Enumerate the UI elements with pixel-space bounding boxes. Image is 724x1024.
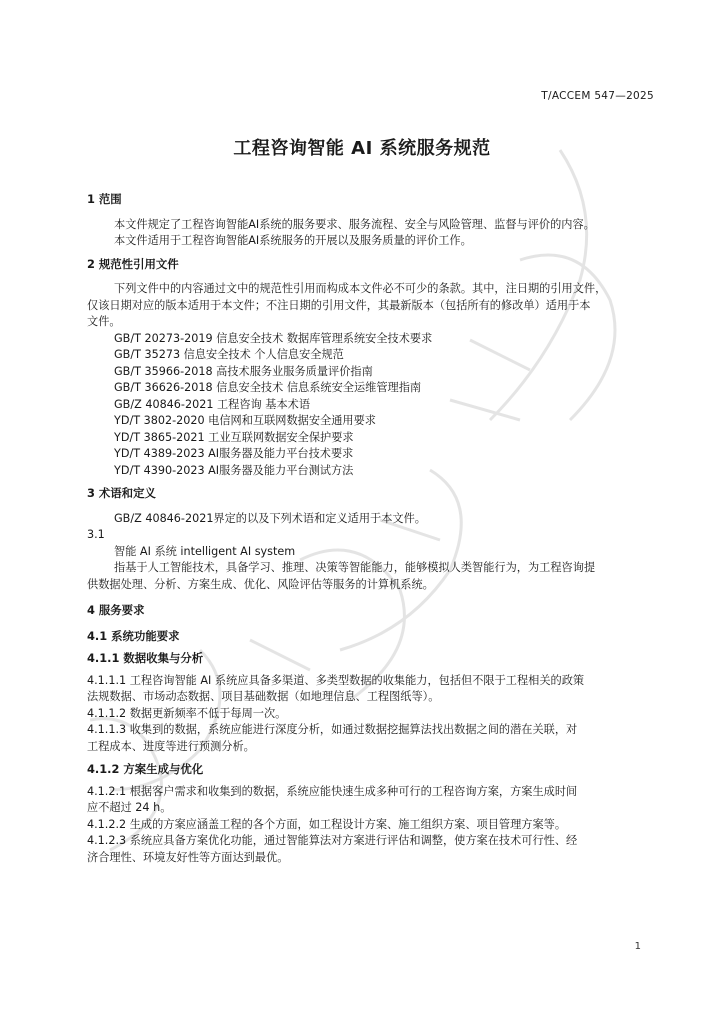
clause-4-1-2-3-line-1: 4.1.2.3 系统应具备方案优化功能，通过智能算法对方案进行评估和调整，使方案在技术可行性、经 — [87, 834, 578, 847]
clause-4-1-2-1-line-2: 应不超过 24 h。 — [87, 801, 172, 814]
term-number: 3.1 — [87, 528, 105, 541]
term-title: 智能 AI 系统 intelligent AI system — [114, 544, 296, 558]
clause-4-1-1-1-line-1: 4.1.1.1 工程咨询智能 AI 系统应具备多渠道、多类型数据的收集能力，包括但不限于工程相关的政策 — [87, 673, 585, 687]
clause-4-1-1-3-line-1: 4.1.1.3 收集到的数据，系统应能进行深度分析，如通过数据挖掘算法找出数据之间的潜在关联，对 — [87, 723, 578, 736]
standard-code: T/ACCEM 547—2025 — [541, 90, 654, 102]
subsection-heading-4-1: 4.1 系统功能要求 — [87, 628, 180, 643]
page-number: 1 — [634, 941, 641, 952]
document-body — [87, 191, 657, 866]
reference-item: YD/T 3865-2021 工业互联网数据安全保护要求 — [114, 430, 354, 444]
reference-item: GB/T 36626-2018 信息安全技术 信息系统安全运维管理指南 — [114, 381, 422, 394]
clause-4-1-2-1-line-1: 4.1.2.1 根据客户需求和收集到的数据，系统应能快速生成多种可行的工程咨询方案，方案生成时间 — [87, 784, 578, 798]
references-intro-line-1: 下列文件中的内容通过文中的规范性引用而构成本文件必不可少的条款。其中，注日期的引用文件， — [114, 282, 607, 295]
term-definition-line-2: 供数据处理、分析、方案生成、优化、风险评估等服务的计算机系统。 — [87, 577, 434, 591]
reference-item: GB/T 20273-2019 信息安全技术 数据库管理系统安全技术要求 — [114, 331, 433, 345]
reference-item: GB/Z 40846-2021 工程咨询 基本术语 — [114, 397, 311, 411]
section-heading-scope: 1 范围 — [87, 192, 122, 206]
reference-item: GB/T 35966-2018 高技术服务业服务质量评价指南 — [114, 364, 373, 378]
scope-paragraph-2: 本文件适用于工程咨询智能AI系统服务的开展以及服务质量的评价工作。 — [114, 234, 472, 247]
clause-4-1-1-3-line-2: 工程成本、进度等进行预测分析。 — [87, 739, 255, 753]
section-heading-service-requirements: 4 服务要求 — [87, 603, 145, 617]
clause-4-1-1-1-line-2: 法规数据、市场动态数据、项目基础数据（如地理信息、工程图纸等）。 — [87, 690, 440, 703]
terms-intro: GB/Z 40846-2021界定的以及下列术语和定义适用于本文件。 — [114, 511, 426, 525]
reference-item: YD/T 4390-2023 AI服务器及能力平台测试方法 — [114, 463, 354, 477]
subsection-heading-4-1-1: 4.1.1 数据收集与分析 — [87, 651, 204, 665]
document-title: 工程咨询智能 AI 系统服务规范 — [233, 138, 491, 159]
references-intro-line-2: 仅该日期对应的版本适用于本文件；不注日期的引用文件，其最新版本（包括所有的修改单）适用于本 — [87, 298, 591, 312]
clause-4-1-2-3-line-2: 济合理性、环境友好性等方面达到最优。 — [87, 850, 289, 864]
section-heading-terms: 3 术语和定义 — [87, 486, 156, 500]
clause-4-1-2-2: 4.1.2.2 生成的方案应涵盖工程的各个方面，如工程设计方案、施工组织方案、项目管理方案等。 — [87, 817, 567, 831]
references-intro-line-3: 文件。 — [87, 315, 121, 328]
reference-item: YD/T 4389-2023 AI服务器及能力平台技术要求 — [114, 447, 354, 460]
clause-4-1-1-2: 4.1.1.2 数据更新频率不低于每周一次。 — [87, 706, 287, 720]
scope-paragraph-1: 本文件规定了工程咨询智能AI系统的服务要求、服务流程、安全与风险管理、监督与评价的内容。 — [114, 217, 595, 231]
reference-item: GB/T 35273 信息安全技术 个人信息安全规范 — [114, 348, 344, 361]
term-definition-line-1: 指基于人工智能技术，具备学习、推理、决策等智能能力，能够模拟人类智能行为，为工程咨询提 — [114, 561, 596, 574]
subsection-heading-4-1-2: 4.1.2 方案生成与优化 — [87, 762, 204, 776]
section-heading-references: 2 规范性引用文件 — [87, 256, 179, 271]
reference-item: YD/T 3802-2020 电信网和互联网数据安全通用要求 — [114, 414, 376, 427]
